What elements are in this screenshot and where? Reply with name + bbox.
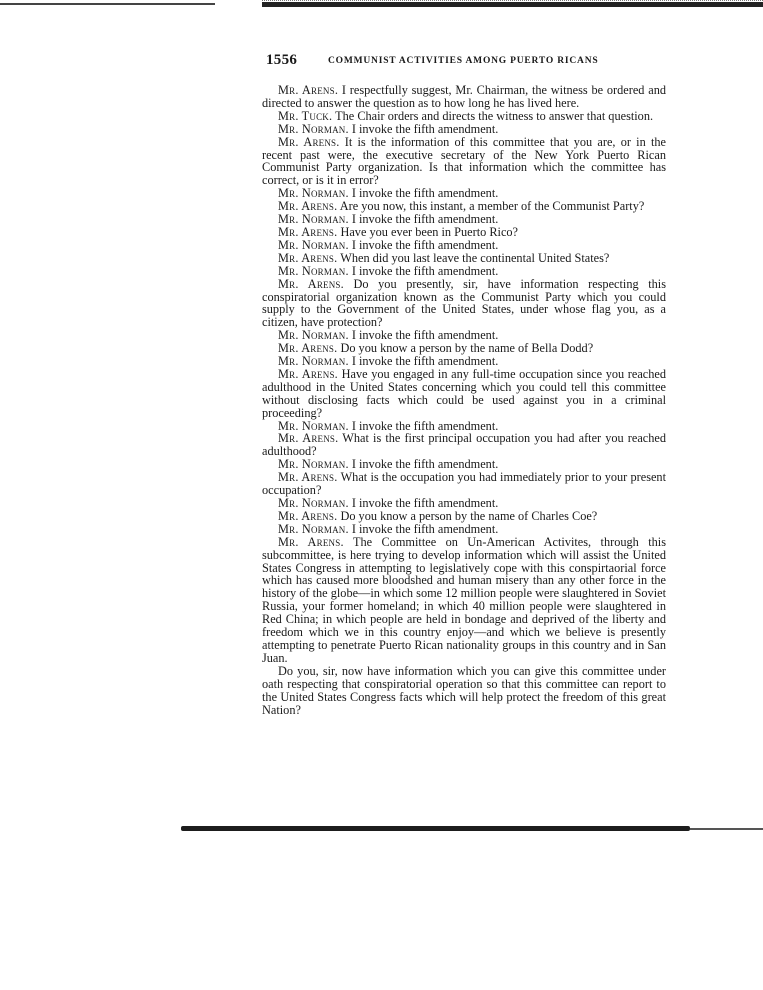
speech-text: Do you, sir, now have information which you can give this committee under oath respecting that conspiratorial operation so that this committee can report to the United States Congress facts which will help protect the freedom of this great Nation? <box>262 663 666 717</box>
speech-text: The Chair orders and directs the witness to answer that question. <box>335 108 654 123</box>
speaker-name: Mr. Arens. <box>278 134 340 149</box>
speech-text: I invoke the fifth amendment. <box>351 328 499 343</box>
page-header <box>266 52 666 72</box>
speech-text: I invoke the fifth amendment. <box>351 121 499 136</box>
speech-text: I invoke the fifth amendment. <box>351 263 499 278</box>
speaker-name: Mr. Norman. <box>278 354 349 369</box>
speaker-name: Mr. Norman. <box>278 212 349 227</box>
speaker-name: Mr. Arens. <box>278 470 338 485</box>
speech-text: Do you presently, sir, have information respecting this conspiratorial organization known as the Communist Party which you could supply to the Government of the United States, under whose flag you, as a citizen, have protection? <box>262 276 667 330</box>
speaker-name: Mr. Norman. <box>278 237 349 252</box>
page-number: 1556 <box>266 52 298 68</box>
transcript-paragraph <box>262 368 666 420</box>
top-right-rule <box>262 2 763 7</box>
speaker-name: Mr. Norman. <box>278 263 349 278</box>
speaker-name: Mr. Arens. <box>278 83 339 97</box>
running-head: COMMUNIST ACTIVITIES AMONG PUERTO RICANS <box>328 56 599 66</box>
speech-text: I invoke the fifth amendment. <box>351 354 499 369</box>
transcript-paragraph <box>262 136 666 188</box>
speech-text: Do you know a person by the name of Bella Dodd? <box>340 341 594 356</box>
transcript-paragraph <box>262 278 666 330</box>
speaker-name: Mr. Arens. <box>278 431 339 446</box>
speaker-name: Mr. Norman. <box>278 328 349 343</box>
transcript-paragraph <box>262 536 666 665</box>
speech-text: I respectfully suggest, Mr. Chairman, the witness be ordered and directed to answer the question as to how long he has lived here. <box>262 83 667 110</box>
speech-text: Do you know a person by the name of Charles Coe? <box>340 508 598 523</box>
speaker-name: Mr. Norman. <box>278 521 349 536</box>
transcript-column <box>262 84 666 716</box>
speaker-name: Mr. Arens. <box>278 366 338 381</box>
speaker-name: Mr. Arens. <box>278 341 338 356</box>
speaker-name: Mr. Norman. <box>278 496 349 510</box>
speech-text: I invoke the fifth amendment. <box>351 237 499 252</box>
speech-text: Have you ever been in Puerto Rico? <box>340 224 519 239</box>
speech-text: I invoke the fifth amendment. <box>351 457 499 472</box>
speech-text: I invoke the fifth amendment. <box>351 212 499 227</box>
speaker-name: Mr. Arens. <box>278 508 338 523</box>
speaker-name: Mr. Norman. <box>278 457 349 472</box>
speech-text: I invoke the fifth amendment. <box>351 186 499 201</box>
speaker-name: Mr. Arens. <box>278 224 338 239</box>
top-left-rule <box>0 3 215 5</box>
speech-text: What is the first principal occupation you had after you reached adulthood? <box>262 431 667 459</box>
transcript-paragraph <box>262 432 666 458</box>
speech-text: What is the occupation you had immediately prior to your present occupation? <box>262 470 667 498</box>
speaker-name: Mr. Tuck. <box>278 108 333 123</box>
speech-text: When did you last leave the continental United States? <box>340 250 610 265</box>
speaker-name: Mr. Arens. <box>278 199 338 214</box>
speaker-name: Mr. Norman. <box>278 121 349 136</box>
speech-text: I invoke the fifth amendment. <box>351 496 499 510</box>
transcript-paragraph <box>262 84 666 110</box>
speaker-name: Mr. Arens. <box>278 276 344 291</box>
speech-text: I invoke the fifth amendment. <box>351 521 499 536</box>
speech-text: It is the information of this committee that you are, or in the recent past were, the executive secretary of the New York Puerto Rican Communist Party organization. Is that information which the committee has correct, or is it in error? <box>262 134 666 188</box>
speech-text: Have you engaged in any full-time occupation since you reached adulthood in the United States concerning which you could tell this committee without disclosing facts which could be used against you in a criminal proceeding? <box>262 366 667 420</box>
speaker-name: Mr. Norman. <box>278 186 349 201</box>
speaker-name: Mr. Arens. <box>278 534 344 549</box>
speaker-name: Mr. Norman. <box>278 418 349 433</box>
speech-text: The Committee on Un-American Activites, through this subcommittee, is here trying to develop information which will assist the United States Congress in attempting to legislatively cope with this conspirtaorial force which has caused more bloodshed and human misery than any other force in the history of the globe—in which some 12 million people were slaughtered in Soviet Russia, your former homeland; in which 40 million people were slaughtered in Red China; in which people are held in bondage and deprived of the liberty and freedom which we in this country enjoy—and which we believe is presently attempting to penetrate Puerto Rican nationality groups in this country and in San Juan. <box>262 534 667 665</box>
speech-text: Are you now, this instant, a member of the Communist Party? <box>339 199 645 214</box>
speech-text: I invoke the fifth amendment. <box>351 418 499 433</box>
transcript-paragraph <box>262 471 666 497</box>
speaker-name: Mr. Arens. <box>278 250 338 265</box>
top-dotted-rule <box>262 0 763 1</box>
bottom-rule-tail <box>690 828 763 830</box>
bottom-rule <box>181 826 690 831</box>
transcript-paragraph <box>262 665 666 717</box>
